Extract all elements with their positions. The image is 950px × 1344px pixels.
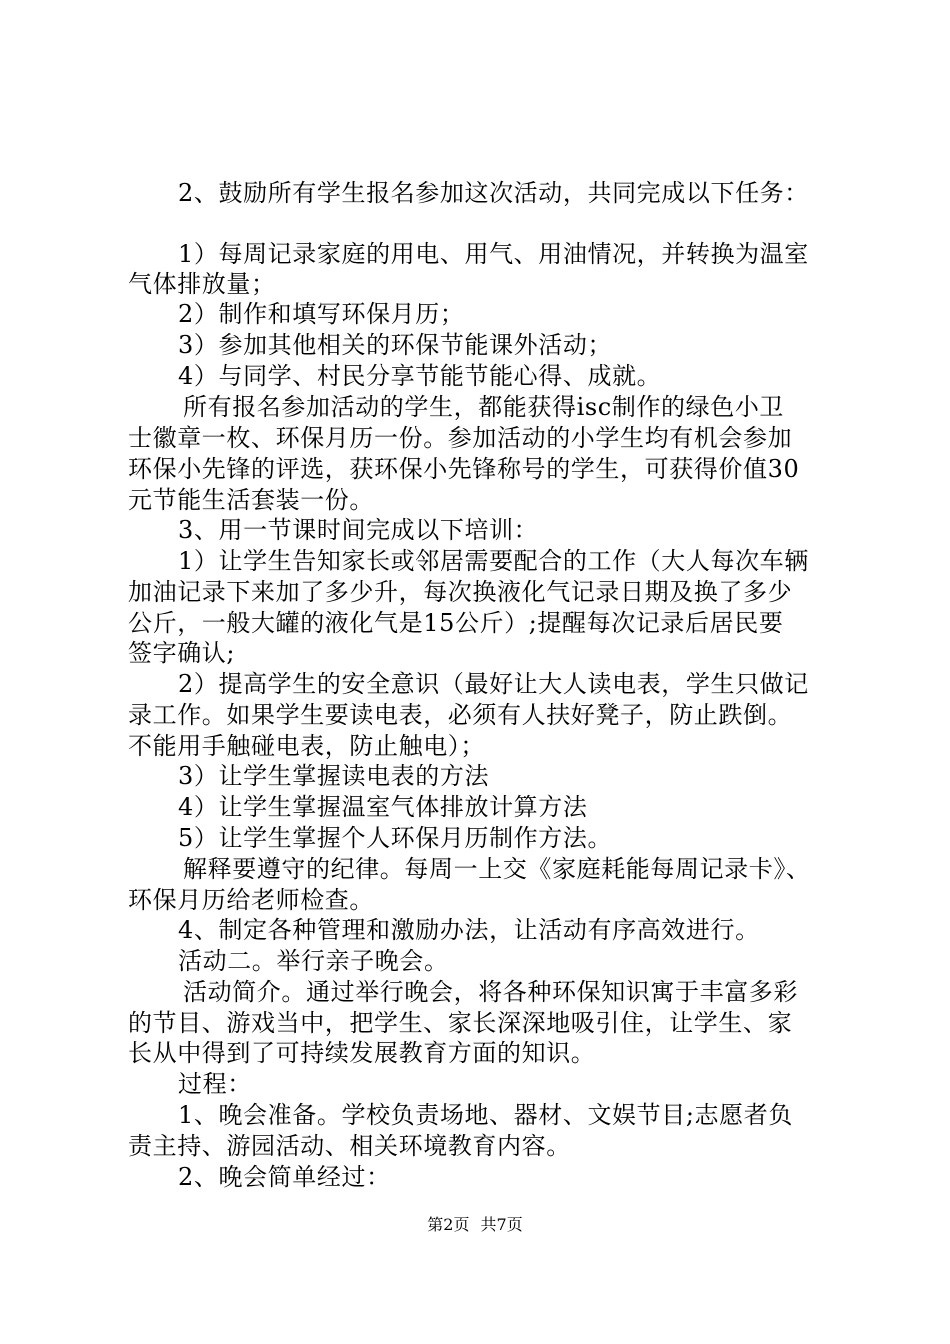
paragraph-line: 2、鼓励所有学生报名参加这次活动，共同完成以下任务：	[178, 179, 809, 207]
paragraph-line: 2、晚会简单经过：	[178, 1163, 391, 1191]
page-footer	[0, 1215, 950, 1235]
paragraph-line: 过程：	[178, 1070, 252, 1098]
paragraph-line: 1、晚会准备。学校负责场地、器材、文娱节目;志愿者负	[178, 1101, 793, 1129]
paragraph-line: 不能用手触碰电表，防止触电）；	[128, 732, 485, 760]
paragraph-line: 录工作。如果学生要读电表，必须有人扶好凳子，防止跌倒。	[128, 701, 793, 729]
paragraph-line: 元节能生活套装一份。	[128, 486, 374, 514]
paragraph-line: 活动二。举行亲子晚会。	[178, 947, 449, 975]
paragraph-line: 2）提高学生的安全意识（最好让大人读电表，学生只做记	[178, 670, 809, 698]
paragraph-line: 4、制定各种管理和激励办法，让活动有序高效进行。	[178, 916, 760, 944]
paragraph-line: 3）让学生掌握读电表的方法	[178, 762, 490, 790]
paragraph-line: 加油记录下来加了多少升，每次换液化气记录日期及换了多少	[128, 578, 793, 606]
paragraph-line: 3、用一节课时间完成以下培训：	[178, 516, 539, 544]
page-number: 第2页	[427, 1215, 470, 1234]
paragraph-line: 所有报名参加活动的学生，都能获得isc制作的绿色小卫	[183, 393, 785, 421]
paragraph-line: 公斤，一般大罐的液化气是15公斤）;提醒每次记录后居民要	[128, 609, 784, 637]
paragraph-line: 3）参加其他相关的环保节能课外活动；	[178, 331, 613, 359]
paragraph-line: 1）让学生告知家长或邻居需要配合的工作（大人每次车辆	[178, 547, 809, 575]
paragraph-line: 环保小先锋的评选，获环保小先锋称号的学生，可获得价值30	[128, 455, 800, 483]
paragraph-line: 签字确认;	[128, 639, 236, 667]
paragraph-line: 4）与同学、村民分享节能节能心得、成就。	[178, 362, 662, 390]
paragraph-line: 2）制作和填写环保月历；	[178, 300, 465, 328]
paragraph-line: 的节目、游戏当中，把学生、家长深深地吸引住，让学生、家	[128, 1009, 793, 1037]
paragraph-line: 解释要遵守的纪律。每周一上交《家庭耗能每周记录卡》、	[183, 855, 811, 883]
paragraph-line: 长从中得到了可持续发展教育方面的知识。	[128, 1039, 596, 1067]
paragraph-line: 1）每周记录家庭的用电、用气、用油情况，并转换为温室	[178, 240, 809, 268]
paragraph-line: 环保月历给老师检查。	[128, 886, 374, 914]
paragraph-line: 气体排放量；	[128, 270, 276, 298]
paragraph-line: 5）让学生掌握个人环保月历制作方法。	[178, 824, 613, 852]
paragraph-line: 4）让学生掌握温室气体排放计算方法	[178, 793, 588, 821]
paragraph-line: 活动简介。通过举行晚会，将各种环保知识寓于丰富多彩	[183, 978, 798, 1006]
page-total: 共7页	[480, 1215, 523, 1234]
paragraph-line: 士徽章一枚、环保月历一份。参加活动的小学生均有机会参加	[128, 424, 793, 452]
paragraph-line: 责主持、游园活动、相关环境教育内容。	[128, 1132, 571, 1160]
